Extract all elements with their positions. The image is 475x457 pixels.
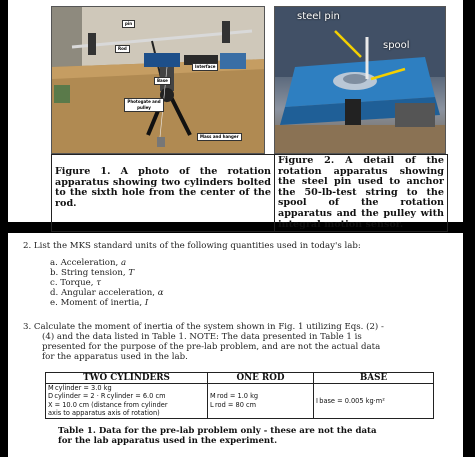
spool-detail-illustration <box>275 7 446 154</box>
figure2-caption-prefix: Figure 2. <box>278 155 335 166</box>
question-3-line-3: presented for the purpose of the pre-lab problem, and are not the actual data <box>42 342 381 352</box>
figure1-caption-text: A photo of the rotation apparatus showing two cylinders bolted to the sixth hole from the center of the rod. <box>55 166 271 209</box>
top-page <box>8 0 463 230</box>
table-1-rod-cell <box>208 384 314 419</box>
table-1-base-cell <box>314 384 434 419</box>
figure1-caption <box>52 155 275 232</box>
rod-mass: M rod = 1.0 kg <box>210 392 259 401</box>
table-1-header-cylinders: TWO CYLINDERS <box>46 373 208 384</box>
question-2-item-c: c. Torque, τ <box>50 278 101 288</box>
cylinder-diameter: D cylinder = 2 · R cylinder = 6.0 cm <box>48 392 166 401</box>
cylinder-distance-line1: X = 10.0 cm (distance from cylinder <box>48 400 168 409</box>
figure1-photo <box>51 6 265 154</box>
question-2-item-d: d. Angular acceleration, α <box>50 288 164 298</box>
label-pin: pin <box>122 20 135 28</box>
base-inertia: I base = 0.005 kg·m² <box>316 396 385 405</box>
table-1 <box>45 372 434 419</box>
question-2-item-e: e. Moment of inertia, I <box>50 298 149 308</box>
bottom-page <box>8 233 463 457</box>
table-1-caption-line2: for the lab apparatus used in the experiment. <box>58 436 278 446</box>
label-base: Base <box>154 77 171 85</box>
label-spool: spool <box>383 40 410 51</box>
label-rod: Rod <box>115 45 130 53</box>
label-steel-pin: steel pin <box>297 11 340 22</box>
question-2-item-b: b. String tension, T <box>50 268 135 278</box>
rod-length: L rod = 80 cm <box>210 400 257 409</box>
label-interface: Interface <box>192 63 218 71</box>
question-3-line-4: for the apparatus used in the lab. <box>42 352 188 362</box>
table-1-caption-line1: Table 1. Data for the pre-lab problem only - these are not the data <box>58 426 377 436</box>
question-3-line-2: (4) and the data listed in Table 1. NOTE: The data presented in Table 1 is <box>42 332 362 342</box>
table-1-caption <box>58 426 388 446</box>
figure2-caption-text: A detail of the rotation apparatus showing the steel pin used to anchor the 50-lb-test string to the spool of the rotation apparatus and the pulley with integral motion sensor. <box>278 155 444 230</box>
question-2-item-a: a. Acceleration, a <box>50 258 127 268</box>
figure2-photo <box>274 6 446 154</box>
figure-caption-table <box>51 154 448 232</box>
table-1-header-base: BASE <box>314 373 434 384</box>
figure2-caption <box>275 155 448 232</box>
question-2: 2. List the MKS standard units of the following quantities used in today's lab: <box>23 241 361 251</box>
label-photogate-pulley: Photogate and pulley <box>124 98 164 112</box>
question-3-line-1: 3. Calculate the moment of inertia of the system shown in Fig. 1 utilizing Eqs. (2) - <box>23 322 384 332</box>
table-1-cylinders-cell <box>46 384 208 419</box>
label-mass-hanger: Mass and hanger <box>197 133 242 141</box>
cylinder-distance-line2: axis to apparatus axis of rotation) <box>48 409 160 418</box>
cylinder-mass: M cylinder = 3.0 kg <box>48 384 112 392</box>
figure1-caption-prefix: Figure 1. <box>55 166 111 177</box>
table-1-header-rod: ONE ROD <box>208 373 314 384</box>
